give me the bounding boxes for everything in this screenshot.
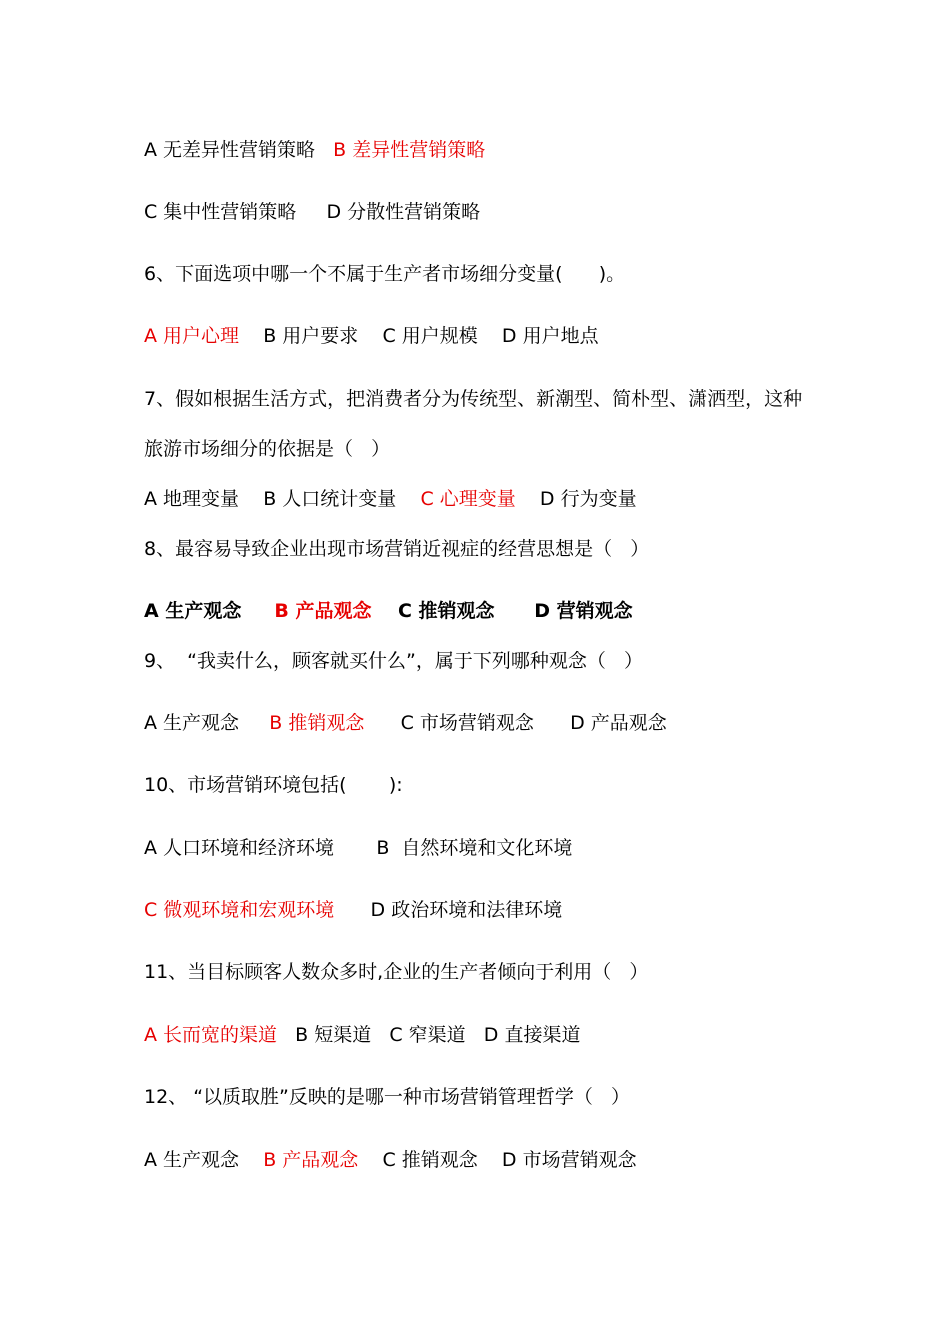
q7-options — [144, 486, 637, 512]
q9-options — [144, 710, 667, 736]
text-segment: C 推销观念 D 营销观念 — [371, 600, 633, 622]
q6-options — [144, 323, 599, 349]
text-segment: A 生产观念 — [144, 712, 270, 734]
q6-question — [144, 261, 625, 287]
q12-options — [144, 1147, 637, 1173]
q8-options — [144, 598, 633, 624]
q10-options-ab — [144, 835, 572, 861]
correct-answer: B 差异性营销策略 — [333, 139, 486, 161]
text-segment: 11、当目标顾客人数众多时,企业的生产者倾向于利用（ ） — [144, 961, 649, 983]
q12-question — [144, 1084, 630, 1110]
correct-answer: C 心理变量 — [420, 488, 516, 510]
q11-question — [144, 959, 648, 985]
text-segment: B 用户要求 C 用户规模 D 用户地点 — [239, 325, 599, 347]
text-segment: C 市场营销观念 D 产品观念 — [364, 712, 667, 734]
text-segment: A 地理变量 B 人口统计变量 — [144, 488, 421, 510]
q5-options-ab — [144, 137, 485, 163]
text-segment: D 行为变量 — [515, 488, 637, 510]
q5-options-cd — [144, 199, 480, 225]
text-segment: C 推销观念 D 市场营销观念 — [358, 1149, 637, 1171]
text-segment: 7、假如根据生活方式，把消费者分为传统型、新潮型、简朴型、潇洒型，这种 — [144, 388, 803, 410]
text-segment: D 政治环境和法律环境 — [334, 899, 563, 921]
correct-answer: B 推销观念 — [269, 712, 365, 734]
correct-answer: A 用户心理 — [144, 325, 240, 347]
correct-answer: C 微观环境和宏观环境 — [144, 899, 335, 921]
correct-answer: A 长而宽的渠道 — [144, 1024, 278, 1046]
text-segment: A 生产观念 — [144, 600, 275, 622]
q10-options-cd — [144, 897, 562, 923]
text-segment: A 无差异性营销策略 — [144, 139, 334, 161]
correct-answer: B 产品观念 — [274, 600, 372, 622]
q7-question-line1 — [144, 386, 802, 412]
q8-question — [144, 536, 649, 562]
text-segment: 8、最容易导致企业出现市场营销近视症的经营思想是（ ） — [144, 538, 650, 560]
text-segment: 9、 “我卖什么，顾客就买什么”，属于下列哪种观念（ ） — [144, 650, 643, 672]
correct-answer: B 产品观念 — [263, 1149, 359, 1171]
q9-question — [144, 648, 643, 674]
text-segment: 10、市场营销环境包括( ): — [144, 774, 403, 796]
text-segment: B 短渠道 C 窄渠道 D 直接渠道 — [277, 1024, 581, 1046]
q10-question — [144, 772, 403, 798]
q7-question-line2 — [144, 436, 390, 462]
q11-options — [144, 1022, 580, 1048]
text-segment: A 人口环境和经济环境 B 自然环境和文化环境 — [144, 837, 573, 859]
text-segment: A 生产观念 — [144, 1149, 264, 1171]
text-segment: 旅游市场细分的依据是（ ） — [144, 438, 391, 460]
text-segment: C 集中性营销策略 D 分散性营销策略 — [144, 201, 481, 223]
text-segment: 6、下面选项中哪一个不属于生产者市场细分变量( )。 — [144, 263, 626, 285]
text-segment: 12、 “以质取胜”反映的是哪一种市场营销管理哲学（ ） — [144, 1086, 631, 1108]
